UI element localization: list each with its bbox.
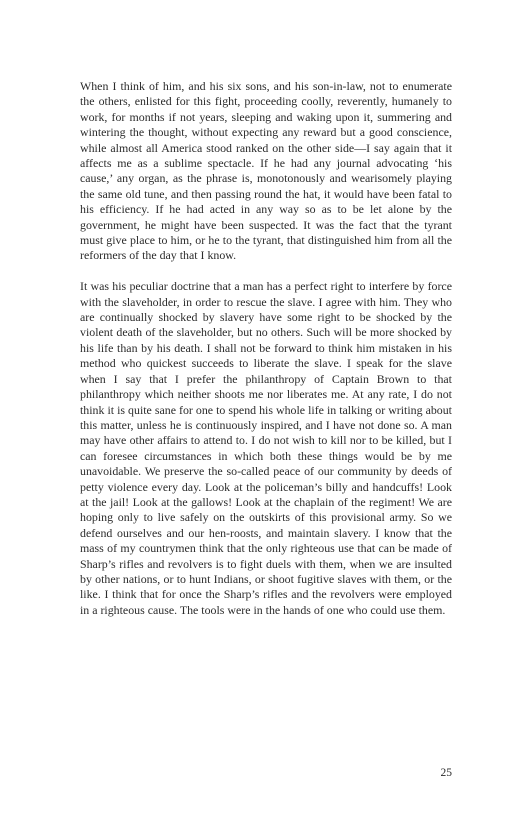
body-text [80,79,452,618]
paragraph: When I think of him, and his six sons, and his son-in-law, not to enumerate the others, enlisted for this fight, proceeding coolly, reverently, humanely to work, for months if not years, sleeping and waking upon it, summering and wintering the thought, without expecting any reward but a good conscience, while almost all America stood ranked on the other side—I say again that it affects me as a sublime spectacle. If he had any journal advocating ‘his cause,’ any organ, as the phrase is, monotonously and wearisomely playing the same old tune, and then passing round the hat, it would have been fatal to his efficiency. If he had acted in any way so as to be let alone by the government, he might have been suspected. It was the fact that the tyrant must give place to him, or he to the tyrant, that distinguished him from all the reformers of the day that I know. [80,79,452,263]
paragraph: It was his peculiar doctrine that a man has a perfect right to interfere by force with the slaveholder, in order to rescue the slave. I agree with him. They who are continually shocked by slavery have some right to be shocked by the violent death of the slaveholder, but no others. Such will be more shocked by his life than by his death. I shall not be forward to think him mistaken in his method who quickest succeeds to liberate the slave. I speak for the slave when I say that I prefer the philanthropy of Captain Brown to that philanthropy which neither shoots me nor liberates me. At any rate, I do not think it is quite sane for one to spend his whole life in talking or writing about this matter, unless he is continuously inspired, and I have not done so. A man may have other affairs to attend to. I do not wish to kill nor to be killed, but I can foresee circumstances in which both these things would be by me unavoidable. We preserve the so-called peace of our community by deeds of petty violence every day. Look at the policeman’s billy and handcuffs! Look at the jail! Look at the gallows! Look at the chaplain of the regiment! We are hoping only to live safely on the outskirts of this provisional army. So we defend ourselves and our hen-roosts, and maintain slavery. I know that the mass of my countrymen think that the only righteous use that can be made of Sharp’s rifles and revolvers is to fight duels with them, when we are insulted by other nations, or to hunt Indians, or shoot fugitive slaves with them, or the like. I think that for once the Sharp’s rifles and the revolvers were employed in a righteous cause. The tools were in the hands of one who could use them. [80,279,452,617]
page-number: 25 [440,767,452,779]
